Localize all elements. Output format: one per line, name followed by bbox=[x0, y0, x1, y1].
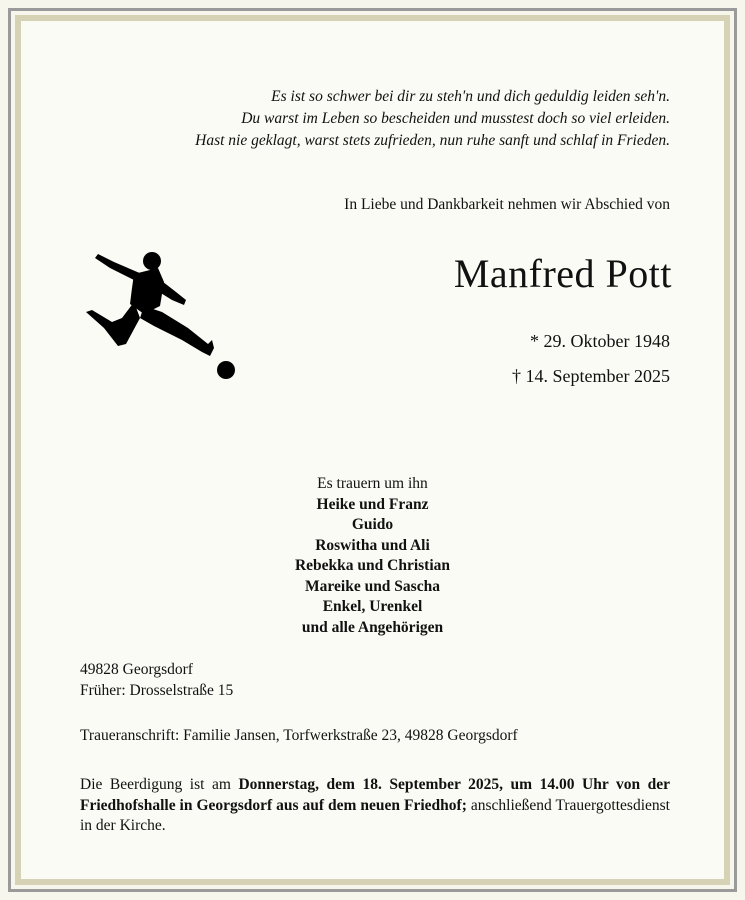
mourner: Rebekka und Christian bbox=[294, 557, 451, 574]
deceased-name: Manfred Pott bbox=[453, 251, 672, 296]
funeral-info bbox=[80, 775, 670, 837]
birth-date: * 29. Oktober 1948 bbox=[530, 331, 670, 351]
mourner: Mareike und Sascha bbox=[305, 577, 440, 595]
player-leg-front bbox=[140, 306, 214, 356]
address-line: Früher: Drosselstraße 15 bbox=[80, 681, 234, 699]
mourners bbox=[0, 474, 745, 638]
funeral-suffix: anschließend Trauergottesdienst in der Kirche. bbox=[80, 796, 670, 834]
dates bbox=[512, 324, 670, 394]
mourner: Enkel, Urenkel bbox=[322, 598, 423, 615]
verse bbox=[195, 86, 670, 152]
trauer-address: Traueranschrift: Familie Jansen, Torfwerkstraße 23, 49828 Georgsdorf bbox=[80, 727, 518, 744]
ball-icon bbox=[217, 361, 235, 379]
mourner: und alle Angehörigen bbox=[301, 618, 444, 636]
verse-line: Hast nie geklagt, warst stets zufrieden, nun ruhe sanft und schlaf in Frieden. bbox=[195, 132, 670, 149]
verse-line: Es ist so schwer bei dir zu steh'n und dich geduldig leiden seh'n. bbox=[271, 88, 670, 105]
intro-text: In Liebe und Dankbarkeit nehmen wir Abschied von bbox=[344, 196, 670, 213]
mourner: Heike und Franz bbox=[316, 495, 429, 513]
player-head bbox=[143, 252, 161, 270]
funeral-prefix: Die Beerdigung ist am bbox=[80, 776, 239, 793]
funeral-details: Donnerstag, dem 18. September 2025, um 14.00 Uhr von der Friedhofshalle in Georgsdorf aus auf dem neuen Friedhof; bbox=[80, 776, 670, 814]
mourner: Roswitha und Ali bbox=[315, 536, 430, 554]
mourner: Guido bbox=[351, 516, 394, 533]
address-line: 49828 Georgsdorf bbox=[80, 661, 193, 678]
death-date: † 14. September 2025 bbox=[512, 366, 670, 386]
verse-line: Du warst im Leben so bescheiden und musstest doch so viel erleiden. bbox=[241, 110, 670, 127]
player-leg-back bbox=[86, 302, 140, 346]
mourners-intro: Es trauern um ihn bbox=[317, 475, 428, 492]
address bbox=[80, 660, 233, 701]
soccer-player-icon bbox=[84, 248, 244, 383]
